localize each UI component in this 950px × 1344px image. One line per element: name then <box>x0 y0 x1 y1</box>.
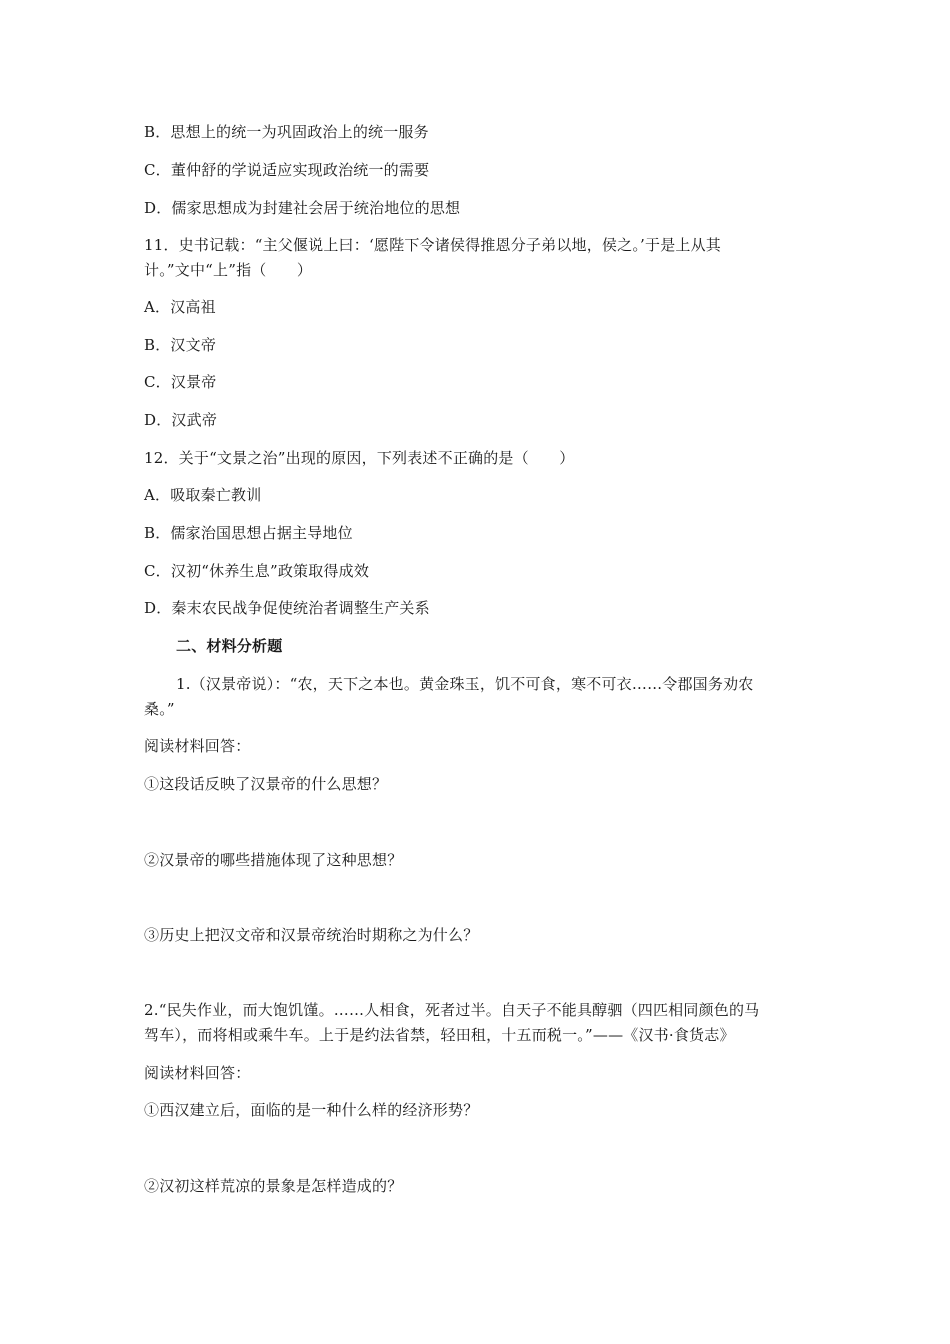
q11-option-c: C．汉景帝 <box>144 373 217 391</box>
q10-option-d: D．儒家思想成为封建社会居于统治地位的思想 <box>144 199 461 217</box>
q12-option-a: A．吸取秦亡教训 <box>144 486 262 504</box>
material2-line2: 驾车），而将相或乘牛车。上于是约法省禁，轻田租，十五而税一。”——《汉书·食货志》 <box>144 1026 735 1044</box>
material2-line1: 2.“民失作业，而大饱饥馑。……人相食，死者过半。自天子不能具醇驷（四匹相同颜色的马 <box>144 1001 760 1019</box>
q11-option-b: B．汉文帝 <box>144 336 217 354</box>
material1-line2: 桑。” <box>144 700 175 718</box>
q11-stem-line1: 11．史书记载：“主父偃说上曰：‘愿陛下令诸侯得推恩分子弟以地，侯之。’于是上从其 <box>144 236 721 254</box>
q12-option-b: B．儒家治国思想占据主导地位 <box>144 524 353 542</box>
q12-stem: 12．关于“文景之治”出现的原因，下列表述不正确的是（ ） <box>144 449 575 467</box>
q10-option-b: B．思想上的统一为巩固政治上的统一服务 <box>144 123 429 141</box>
q12-option-c: C．汉初“休养生息”政策取得成效 <box>144 562 370 580</box>
material2-prompt: 阅读材料回答： <box>144 1064 251 1082</box>
material1-prompt: 阅读材料回答： <box>144 737 251 755</box>
q11-stem-line2: 计。”文中“上”指（ ） <box>144 261 313 279</box>
q10-option-c: C．董仲舒的学说适应实现政治统一的需要 <box>144 161 430 179</box>
material2-question1: ①西汉建立后，面临的是一种什么样的经济形势？ <box>144 1101 479 1119</box>
section-heading: 二、材料分析题 <box>176 637 283 655</box>
material1-question2: ②汉景帝的哪些措施体现了这种思想？ <box>144 851 403 869</box>
material1-question3: ③历史上把汉文帝和汉景帝统治时期称之为什么？ <box>144 926 479 944</box>
material1-question1: ①这段话反映了汉景帝的什么思想？ <box>144 775 388 793</box>
material1-line1: 1.（汉景帝说）：“农，天下之本也。黄金珠玉，饥不可食，寒不可衣……令郡国务劝农 <box>176 675 754 693</box>
q11-option-d: D．汉武帝 <box>144 411 218 429</box>
q11-option-a: A．汉高祖 <box>144 298 216 316</box>
material2-question2: ②汉初这样荒凉的景象是怎样造成的？ <box>144 1177 403 1195</box>
q12-option-d: D．秦末农民战争促使统治者调整生产关系 <box>144 599 430 617</box>
